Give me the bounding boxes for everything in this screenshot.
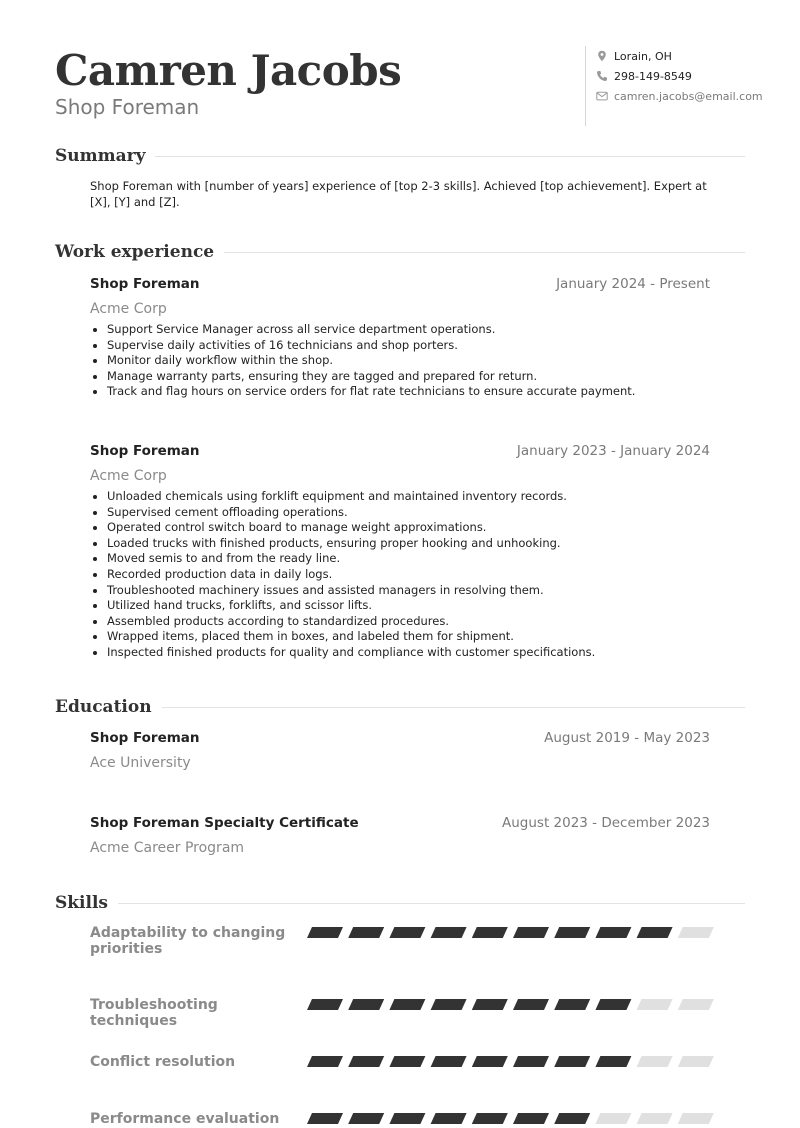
skill-segment-filled bbox=[431, 1113, 467, 1124]
skill-level-bar bbox=[307, 1056, 715, 1068]
list-item: • Monitor daily workflow within the shop. bbox=[107, 353, 707, 369]
list-item: • Loaded trucks with finished products, ensuring proper hooking and unhooking. bbox=[107, 536, 707, 552]
skill-label: Conflict resolution bbox=[90, 1054, 236, 1070]
work-section-heading bbox=[55, 242, 745, 262]
list-item: • Inspected finished products for quality and compliance with customer specifications. bbox=[107, 645, 707, 661]
list-item: • Moved semis to and from the ready line. bbox=[107, 551, 707, 567]
skill-segment-filled bbox=[348, 1113, 384, 1124]
list-item: • Support Service Manager across all service department operations. bbox=[107, 322, 707, 338]
skill-segment-empty bbox=[678, 999, 714, 1010]
list-item: • Recorded production data in daily logs. bbox=[107, 567, 707, 583]
skill-segment-filled bbox=[431, 927, 467, 938]
skill-row bbox=[90, 1054, 715, 1094]
skill-row bbox=[90, 1111, 715, 1128]
skill-segment-filled bbox=[472, 999, 508, 1010]
skill-segment-empty bbox=[637, 1056, 673, 1067]
skills-heading: Skills bbox=[55, 893, 109, 913]
skill-segment-filled bbox=[513, 927, 549, 938]
skill-segment-filled bbox=[595, 999, 631, 1010]
list-item: • Wrapped items, placed them in boxes, and labeled them for shipment. bbox=[107, 629, 707, 645]
skills-section-heading bbox=[55, 893, 745, 913]
skill-row bbox=[90, 925, 715, 965]
skill-segment-filled bbox=[307, 1056, 343, 1067]
skill-segment-empty bbox=[637, 1113, 673, 1124]
skill-segment-filled bbox=[307, 1113, 343, 1124]
skill-segment-filled bbox=[307, 927, 343, 938]
skill-segment-empty bbox=[678, 1113, 714, 1124]
skill-segment-empty bbox=[678, 927, 714, 938]
list-item: • Manage warranty parts, ensuring they are tagged and prepared for return. bbox=[107, 369, 707, 385]
resume-header bbox=[55, 40, 763, 130]
list-item: • Supervise daily activities of 16 technicians and shop porters. bbox=[107, 338, 707, 354]
skill-segment-filled bbox=[348, 1056, 384, 1067]
skill-segment-filled bbox=[431, 1056, 467, 1067]
skill-segment-filled bbox=[389, 999, 425, 1010]
work-heading: Work experience bbox=[55, 242, 215, 262]
skill-label: Troubleshooting techniques bbox=[90, 997, 218, 1029]
list-item: • Track and flag hours on service orders for flat rate technicians to ensure accurate payment. bbox=[107, 384, 707, 400]
skill-segment-filled bbox=[389, 1056, 425, 1067]
skill-segment-filled bbox=[348, 999, 384, 1010]
job-dates: January 2023 - January 2024 bbox=[516, 443, 710, 459]
skill-row bbox=[90, 997, 715, 1037]
skill-level-bar bbox=[307, 927, 715, 939]
skill-level-bar bbox=[307, 1113, 715, 1125]
envelope-icon bbox=[596, 90, 608, 102]
contact-phone bbox=[596, 66, 763, 86]
list-item: • Unloaded chemicals using forklift equipment and maintained inventory records. bbox=[107, 489, 707, 505]
skill-segment-filled bbox=[389, 927, 425, 938]
skill-segment-filled bbox=[513, 1113, 549, 1124]
skill-segment-filled bbox=[472, 1056, 508, 1067]
skill-segment-filled bbox=[554, 927, 590, 938]
skill-segment-filled bbox=[595, 927, 631, 938]
skill-segment-filled bbox=[637, 927, 673, 938]
skill-label: Performance evaluation bbox=[90, 1111, 280, 1127]
section-divider bbox=[155, 156, 745, 157]
skill-segment-empty bbox=[595, 1113, 631, 1124]
skill-segment-filled bbox=[348, 927, 384, 938]
list-item: • Troubleshooted machinery issues and assisted managers in resolving them. bbox=[107, 583, 707, 599]
skill-segment-filled bbox=[389, 1113, 425, 1124]
skill-segment-filled bbox=[431, 999, 467, 1010]
section-divider bbox=[118, 903, 745, 904]
job-bullets bbox=[107, 322, 707, 400]
skill-segment-filled bbox=[554, 999, 590, 1010]
skill-segment-filled bbox=[472, 1113, 508, 1124]
candidate-name: Camren Jacobs bbox=[55, 46, 402, 95]
degree-name: Shop Foreman Specialty Certificate bbox=[90, 815, 359, 831]
skill-segment-filled bbox=[307, 999, 343, 1010]
candidate-title: Shop Foreman bbox=[55, 95, 200, 119]
skill-segment-empty bbox=[678, 1056, 714, 1067]
job-bullets bbox=[107, 489, 707, 661]
skill-label: Adaptability to changing priorities bbox=[90, 925, 286, 957]
skill-segment-empty bbox=[637, 999, 673, 1010]
skill-segment-filled bbox=[554, 1056, 590, 1067]
skill-level-bar bbox=[307, 999, 715, 1011]
skill-segment-filled bbox=[513, 1056, 549, 1067]
contact-block bbox=[585, 46, 763, 126]
location-pin-icon bbox=[596, 50, 608, 62]
degree-name: Shop Foreman bbox=[90, 730, 200, 746]
list-item: • Supervised cement offloading operations. bbox=[107, 505, 707, 521]
education-section-heading bbox=[55, 697, 745, 717]
job-role: Shop Foreman bbox=[90, 276, 200, 292]
education-dates: August 2023 - December 2023 bbox=[502, 815, 710, 831]
contact-location bbox=[596, 46, 763, 66]
summary-section-heading bbox=[55, 146, 745, 166]
institution-name: Ace University bbox=[90, 755, 191, 771]
list-item: • Operated control switch board to manage weight approximations. bbox=[107, 520, 707, 536]
skill-segment-filled bbox=[472, 927, 508, 938]
skill-segment-filled bbox=[554, 1113, 590, 1124]
job-dates: January 2024 - Present bbox=[556, 276, 710, 292]
skill-segment-filled bbox=[595, 1056, 631, 1067]
list-item: • Assembled products according to standardized procedures. bbox=[107, 614, 707, 630]
list-item: • Utilized hand trucks, forklifts, and scissor lifts. bbox=[107, 598, 707, 614]
skill-segment-filled bbox=[513, 999, 549, 1010]
section-divider bbox=[224, 252, 745, 253]
location-text: Lorain, OH bbox=[614, 49, 672, 63]
institution-name: Acme Career Program bbox=[90, 840, 245, 856]
education-dates: August 2019 - May 2023 bbox=[544, 730, 710, 746]
summary-heading: Summary bbox=[55, 146, 146, 166]
job-role: Shop Foreman bbox=[90, 443, 200, 459]
job-company: Acme Corp bbox=[90, 468, 167, 484]
education-heading: Education bbox=[55, 697, 152, 717]
summary-text: Shop Foreman with [number of years] experience of [top 2-3 skills]. Achieved [top achievement]. Expert at [X], [Y] and [Z]. bbox=[90, 179, 707, 209]
email-link[interactable]: camren.jacobs@email.com bbox=[614, 89, 763, 103]
phone-text: 298-149-8549 bbox=[614, 69, 692, 83]
section-divider bbox=[162, 707, 745, 708]
phone-icon bbox=[596, 70, 608, 82]
contact-email[interactable] bbox=[596, 86, 763, 106]
job-company: Acme Corp bbox=[90, 301, 167, 317]
